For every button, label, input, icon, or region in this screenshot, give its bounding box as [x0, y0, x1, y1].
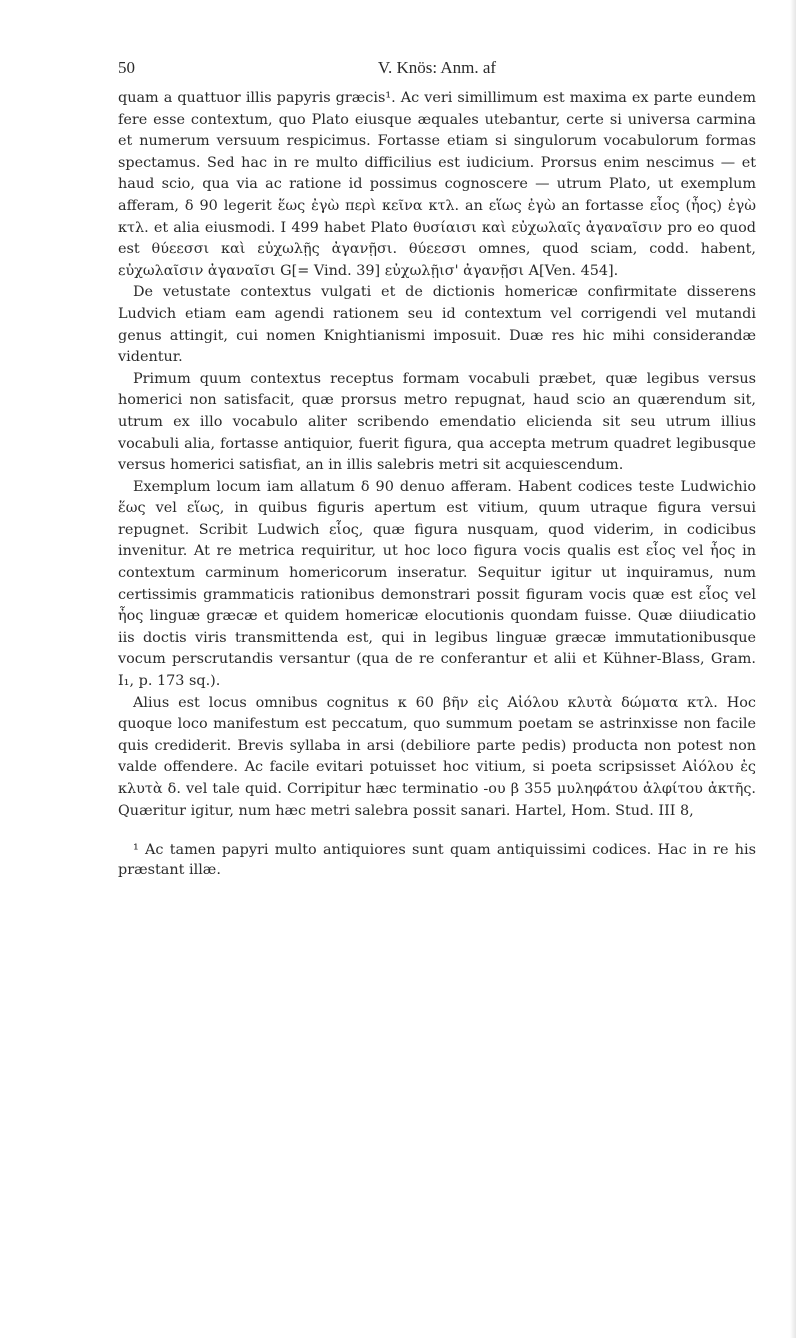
paragraph-5: Alius est locus omnibus cognitus κ 60 βῆν εἰς Αἰόλου κλυτὰ δώματα κτλ. Hoc quoque loco manifestum est peccatum, quo summum poetam se astrinxisse non facile quis crediderit. Brevis syllaba in arsi (debiliore parte pedis) producta non potest non valde offendere. Ac facile evitari potuisset hoc vitium, si poeta scripsisset Αἰόλου ἐς κλυτὰ δ. vel tale quid. Corripitur hæc terminatio -ου β 355 μυληφάτου ἀλφίτου ἀκτῆς. Quæritur igitur, num hæc metri salebra possit sanari. Hartel, Hom. Stud. III 8,	[118, 694, 756, 819]
page-content	[118, 58, 756, 880]
running-head	[118, 58, 756, 84]
running-title: V. Knös: Anm. af	[377, 58, 497, 77]
paragraph-4: Exemplum locum iam allatum δ 90 denuo afferam. Habent codices teste Ludwichio ἕως vel εἵως, in quibus figuris apertum est vitium, quum utraque figura versui repugnet. Scribit Ludwich εἷος, quæ figura nusquam, quod viderim, in codicibus invenitur. At re metrica requiritur, ut hoc loco figura vocis qualis est εἷος vel ἦος in contextum carminum homericorum inseratur. Sequitur igitur ut inquiramus, num certissimis grammaticis rationibus demonstrari possit figuram vocis quæ est εἷος vel ἦος linguæ græcæ et quidem homericæ elocutionis quondam fuisse. Quæ diiudicatio iis doctis viris transmittenda est, qui in legibus linguæ græcæ immutationibusque vocum perscrutandis versantur (qua de re conferantur et alii et Kühner-Blass, Gram. I₁, p. 173 sq.).	[118, 478, 756, 690]
paragraph-1: quam a quattuor illis papyris græcis¹. Ac veri simillimum est maxima ex parte eundem fere esse contextum, quo Plato eiusque æquales utebantur, certe si universa carmina et numerum versuum respicimus. Fortasse etiam si singulorum vocabulorum formas spectamus. Sed hac in re multo difficilius est iudicium. Prorsus enim nescimus — et haud scio, qua via ac ratione id possimus cognoscere — utrum Plato, ut exemplum afferam, δ 90 legerit ἕως ἐγὼ περὶ κεῖνα κτλ. an εἵως ἐγὼ an fortasse εἶος (ἦος) ἐγὼ κτλ. et alia eiusmodi. I 499 habet Plato θυσίαισι καὶ εὐχωλαῖς ἀγαναῖσιν pro eo quod est θύεεσσι καὶ εὐχωλῇς ἀγανῇσι. θύεεσσι omnes, quod sciam, codd. habent, εὐχωλαῖσιν ἀγαναῖσι G[= Vind. 39] εὐχωλῇισ' ἀγανῇσι A[Ven. 454].	[118, 90, 756, 279]
paragraph-3: Primum quum contextus receptus formam vocabuli præbet, quæ legibus versus homerici non satisfacit, quæ prorsus metro repugnat, haud scio an quærendum sit, utrum ex illo vocabulo aliter scribendo emendatio elicienda sit seu utrum illius vocabuli alia, fortasse antiquior, fuerit figura, qua accepta metrum quadret legibusque versus homerici satisfiat, an in illis salebris metri sit acquiescendum.	[118, 370, 756, 474]
page-edge-shadow	[790, 0, 796, 1338]
footnotes	[118, 840, 756, 880]
body-text	[118, 88, 756, 822]
footnote-1: ¹ Ac tamen papyri multo antiquiores sunt quam antiquissimi codices. Hac in re his præstant illæ.	[118, 842, 756, 879]
page-number: 50	[118, 58, 135, 77]
paragraph-2: De vetustate contextus vulgati et de dictionis homericæ confirmitate disserens Ludvich etiam eam agendi rationem seu id contextum vel corrigendi vel mutandi genus attingit, cui nomen Knightianismi imposuit. Duæ res hic mihi considerandæ videntur.	[118, 284, 756, 366]
